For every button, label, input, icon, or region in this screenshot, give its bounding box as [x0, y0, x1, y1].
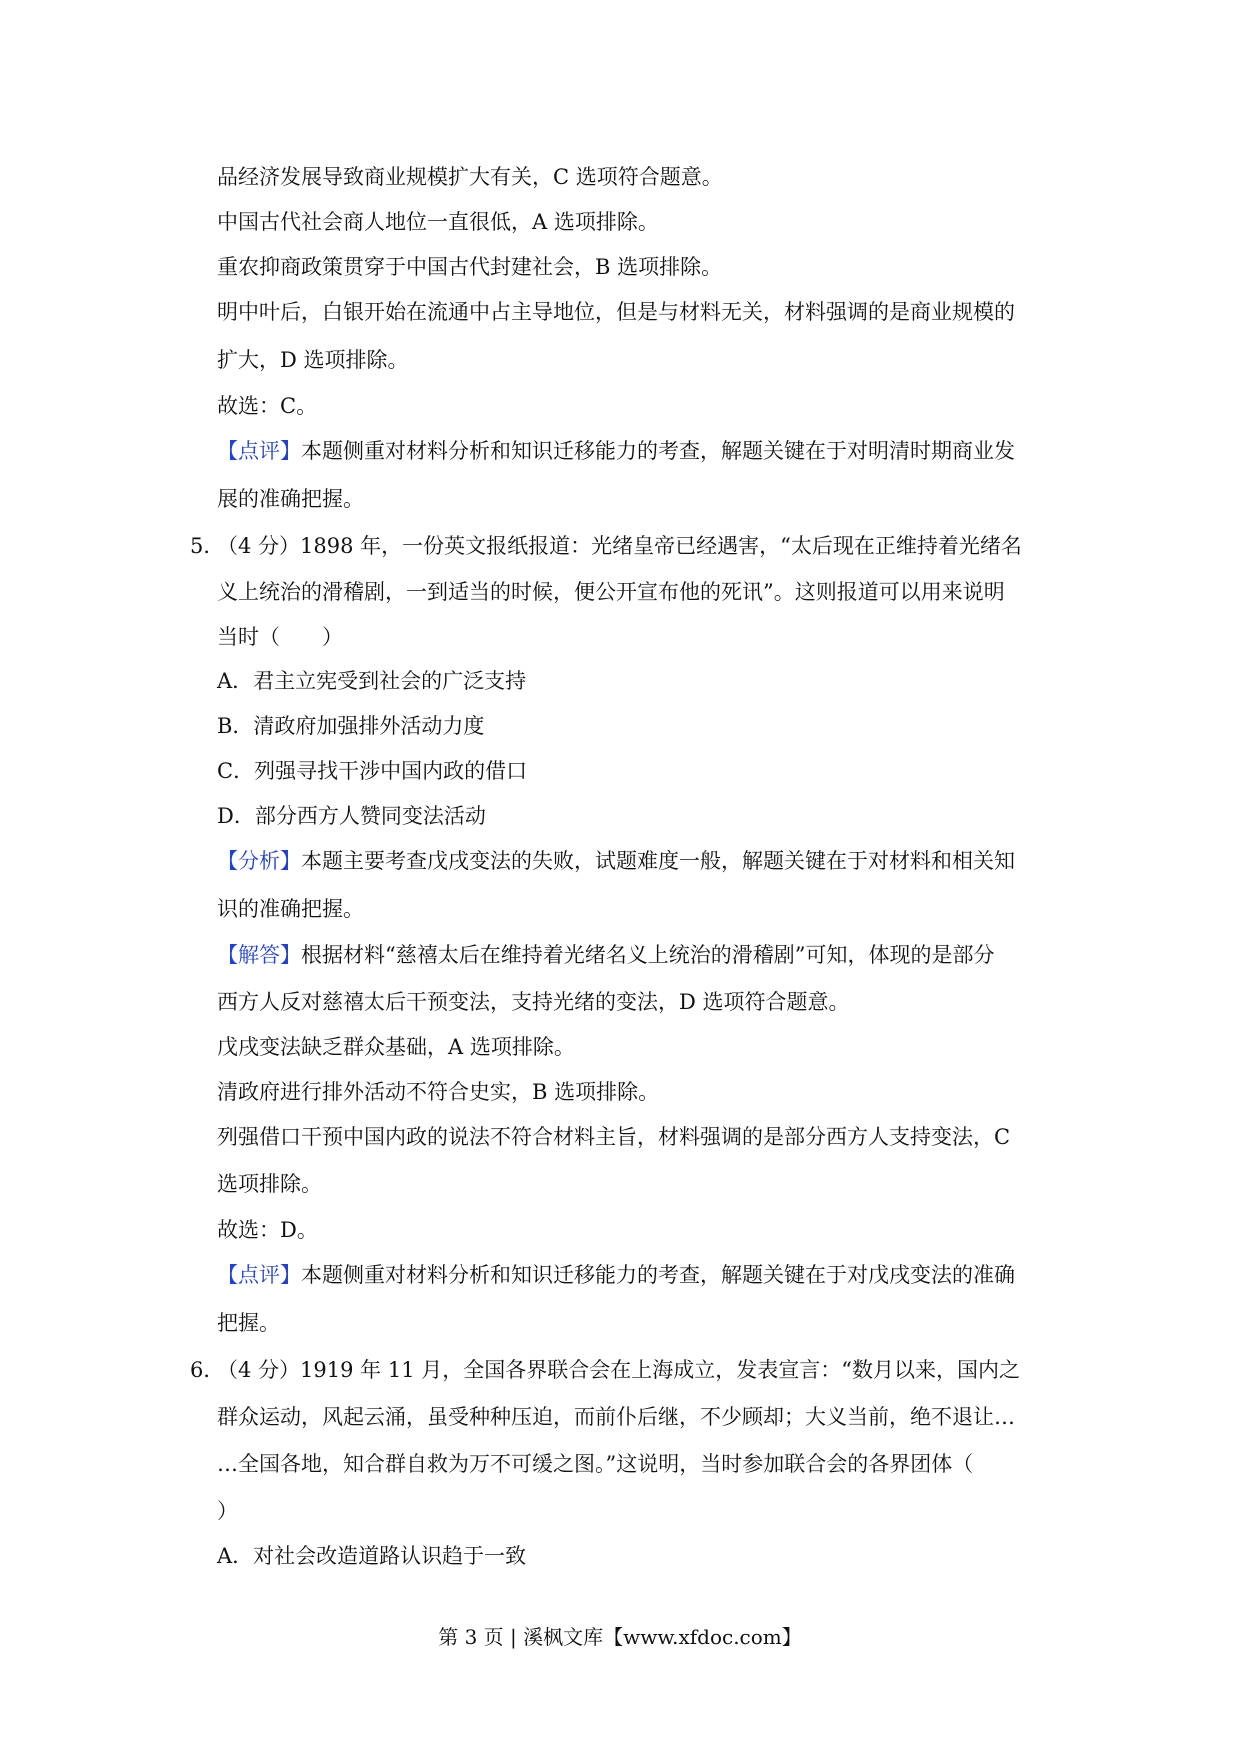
text-line: 明中叶后，白银开始在流通中占主导地位，但是与材料无关，材料强调的是商业规模的 — [217, 300, 1015, 324]
text-line: 戊戌变法缺乏群众基础，A 选项排除。 — [217, 1035, 575, 1059]
option-b: B．清政府加强排外活动力度 — [217, 714, 485, 738]
text-line: 西方人反对慈禧太后干预变法，支持光绪的变法，D 选项符合题意。 — [217, 990, 850, 1014]
question-6-number: 6． — [190, 1358, 225, 1382]
option-c: C．列强寻找干涉中国内政的借口 — [217, 759, 528, 783]
question-6-stem: ） — [217, 1499, 238, 1523]
answer-tag: 【解答】 — [217, 943, 301, 967]
answer-choice: 故选：C。 — [217, 394, 318, 418]
page-footer: 第 3 页 | 溪枫文库【www.xfdoc.com】 — [438, 1625, 802, 1649]
text-line: 列强借口干预中国内政的说法不符合材料主旨，材料强调的是部分西方人支持变法，C — [217, 1125, 1011, 1149]
text-line: 品经济发展导致商业规模扩大有关，C 选项符合题意。 — [217, 165, 723, 189]
option-d: D．部分西方人赞同变法活动 — [217, 804, 486, 828]
comment-text: 本题侧重对材料分析和知识迁移能力的考查，解题关键在于对明清时期商业发 — [301, 439, 1015, 463]
question-6-stem: （4 分）1919 年 11 月，全国各界联合会在上海成立，发表宣言：“数月以来，国内之 — [217, 1358, 1020, 1382]
text-line: 清政府进行排外活动不符合史实，B 选项排除。 — [217, 1080, 660, 1104]
question-5-stem: 当时（ ） — [217, 625, 343, 649]
question-5-number: 5． — [190, 534, 225, 558]
answer-text: 根据材料“慈禧太后在维持着光绪名义上统治的滑稽剧”可知，体现的是部分 — [301, 943, 995, 967]
text-line: 重农抑商政策贯穿于中国古代封建社会，B 选项排除。 — [217, 255, 723, 279]
option-a: A．君主立宪受到社会的广泛支持 — [217, 669, 527, 693]
question-6-stem: 群众运动，风起云涌，虽受种种压迫，而前仆后继，不少顾却；大义当前，绝不退让… — [217, 1405, 1015, 1429]
comment-text: 本题侧重对材料分析和知识迁移能力的考查，解题关键在于对戊戌变法的准确 — [301, 1263, 1015, 1287]
comment-line — [217, 436, 1015, 466]
comment-tag: 【点评】 — [217, 439, 301, 463]
analysis-line — [217, 846, 1015, 876]
analysis-text: 本题主要考查戊戌变法的失败，试题难度一般，解题关键在于对材料和相关知 — [301, 849, 1015, 873]
text-line: 扩大，D 选项排除。 — [217, 348, 409, 372]
analysis-tag: 【分析】 — [217, 849, 301, 873]
comment-line — [217, 1260, 1015, 1290]
text-line: 展的准确把握。 — [217, 487, 364, 511]
answer-line — [217, 940, 994, 970]
question-5-stem: 义上统治的滑稽剧，一到适当的时候，便公开宣布他的死讯”。这则报道可以用来说明 — [217, 580, 1005, 604]
text-line: 识的准确把握。 — [217, 897, 364, 921]
question-5-stem: （4 分）1898 年，一份英文报纸报道：光绪皇帝已经遇害，“太后现在正维持着光绪名 — [217, 534, 1022, 558]
question-6-stem: …全国各地，知合群自救为万不可缓之图。”这说明，当时参加联合会的各界团体（ — [217, 1452, 974, 1476]
text-line: 选项排除。 — [217, 1172, 322, 1196]
answer-choice: 故选：D。 — [217, 1218, 318, 1242]
comment-tag: 【点评】 — [217, 1263, 301, 1287]
text-line: 把握。 — [217, 1311, 280, 1335]
option-a: A．对社会改造道路认识趋于一致 — [217, 1544, 527, 1568]
text-line: 中国古代社会商人地位一直很低，A 选项排除。 — [217, 210, 659, 234]
